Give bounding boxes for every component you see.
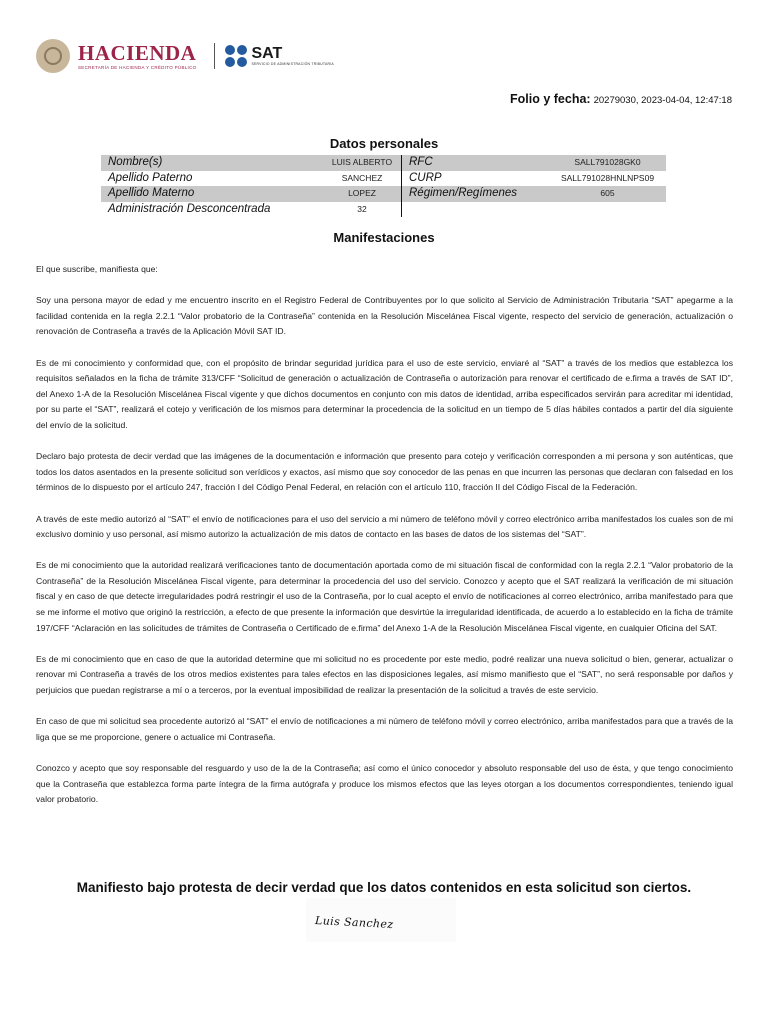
field-value: 605 [600,188,615,198]
datos-personales-title: Datos personales [329,136,439,151]
paragraph: Conozco y acepto que soy responsable del resguardo y uso de la de la Contraseña; así como el único conocedor y absoluto responsable del uso de ésta, y que tengo conocimiento que la Contraseña que establezca forma parte íntegra de la firma autógrafa y produce los mismos efectos que las leyes otorgan a los documentos correspondientes, teniendo igual valor probatorio. [36,763,733,805]
field-label [402,202,549,218]
manifestaciones-title: Manifestaciones [333,230,435,245]
header-divider [214,43,215,69]
field-value: LUIS ALBERTO [331,157,393,167]
signature-text: Luis Sanchez [314,913,394,932]
field-value: SALL791028GK0 [574,157,641,167]
national-seal-icon [36,39,70,73]
table-row [101,155,666,171]
paragraph: A través de este medio autorizó al “SAT” el envío de notificaciones para el uso del servicio a mi número de teléfono móvil y correo electrónico arriba manifestados los cuales son de mi exclusivo dominio y uso personal, así mismo autorizo la actualización de mis datos de contacto en las bases de datos de los sistemas del “SAT”. [36,513,733,540]
field-label: RFC [409,156,433,168]
table-row [101,186,666,202]
paragraph: Es de mi conocimiento que la autoridad realizará verificaciones tanto de documentación aportada como de mi situación fiscal de conformidad con la regla 2.2.1 “Valor probatorio de la Contraseña” de la Resolución Miscelánea Fiscal vigente, para determinar la procedencia del uso del servicio. Conozco y acepto que el SAT realizará la verificación de mi situación fiscal y en caso de que detecte irregularidades podrá restringir el uso de la Contraseña, por lo cual acepto el envío de notificaciones al correo electrónico, arriba manifestado para que se me informe el motivo que originó la restricción, a efecto de que presente la información que desvirtúe la irregularidad identificada, de acuerdo a lo establecido en la ficha de trámite 197/CFF “Aclaración en las solicitudes de trámites de Contraseña o Certificado de e.firma” del Anexo 1-A de la Resolución Miscelánea Fiscal vigente, en cualquier Oficina del SAT. [36,560,733,633]
field-value [549,202,666,218]
folio-value: 20279030, 2023-04-04, 12:47:18 [593,95,732,106]
folio-date [510,92,732,106]
field-value: 32 [357,203,367,214]
paragraph: En caso de que mi solicitud sea procedente autorizó al “SAT” el envío de notificaciones a mi número de teléfono móvil y correo electrónico, arriba manifestados para que a través de la liga que se me proporcione, genere o actualice mi Contraseña. [36,716,733,742]
field-value: SALL791028HNLNPS09 [560,172,655,183]
signature-image [306,898,456,942]
paragraph: Soy una persona mayor de edad y me encuentro inscrito en el Registro Federal de Contribuyentes por lo que solicito al Servicio de Administración Tributaria “SAT” apegarme a la facilidad contenida en la regla 2.2.1 “Valor probatorio de la Contraseña” contenida en la Resolución Miscelánea Fiscal vigente, respecto del servicio de generación, actualización o renovación de Contraseña a través de la Aplicación Móvil SAT ID. [36,295,733,337]
paragraph: Es de mi conocimiento y conformidad que, con el propósito de brindar seguridad jurídica para el uso de este servicio, enviaré al “SAT” a través de los medios que establezca los requisitos señalados en la ficha de trámite 313/CFF “Solicitud de generación o actualización de Contraseña o autorización para renovar el certificado de e.firma a través de SAT ID”, del Anexo 1-A de la Resolución Miscelánea Fiscal vigente y que dichos documentos en conjunto con mis datos de identidad, arriba especificados servirán para acreditar mi identidad, por su parte el “SAT”, realizará el cotejo y verificación de los mismos para determinar la procedencia de la solicitud en un tiempo de 5 días hábiles contados a partir del día siguiente del envío de la solicitud. [36,357,733,430]
field-value: LOPEZ [348,188,376,198]
datos-personales-table [101,155,666,217]
document-header [36,36,334,76]
field-value: SANCHEZ [341,172,383,183]
sat-subtitle: SERVICIO DE ADMINISTRACIÓN TRIBUTARIA [251,62,334,66]
declaration-statement: Manifiesto bajo protesta de decir verdad que los datos contenidos en esta solicitud son ciertos. [76,880,692,895]
field-label: Administración Desconcentrada [108,202,271,215]
table-row [101,171,666,187]
paragraph: El que suscribe, manifiesta que: [36,264,158,274]
field-label: Régimen/Regímenes [409,187,518,199]
paragraph: Declaro bajo protesta de decir verdad que las imágenes de la documentación e información que presento para cotejo y verificación corresponden a mi persona y son auténticas, que todos los datos asentados en la presente solicitud son verídicos y exactos, así mismo que soy conocedor de las penas en que incurren las personas que declaran con falsedad en los términos de lo dispuesto por el artículo 247, fracción I del Código Penal Federal, en relación con el artículo 110, fracción II del Código Fiscal de la Federación. [36,451,733,493]
table-row [101,202,666,218]
hacienda-logo [78,42,196,70]
folio-label: Folio y fecha: [510,92,591,106]
sat-name: SAT [251,45,283,62]
field-label: CURP [409,171,442,184]
field-label: Nombre(s) [108,156,163,168]
sat-logo [225,45,333,67]
sat-dots-icon [225,45,247,67]
paragraph: Es de mi conocimiento que en caso de que la autoridad determine que mi solicitud no es procedente por este medio, podré realizar una nueva solicitud o bien, generar, actualizar o renovar mi Contraseña a través de los otros medios existentes para tales efectos en las disposiciones legales, así mismo manifiesto que el “SAT”, no será responsable por daños y perjuicios que puedan registrarse a mí o a terceros, por la eventual imposibilidad de realizar la presentación de la solicitud a través de este servicio. [36,653,733,696]
field-label: Apellido Paterno [108,171,193,184]
hacienda-name: HACIENDA [78,41,197,65]
hacienda-subtitle: SECRETARÍA DE HACIENDA Y CRÉDITO PÚBLICO [78,65,197,70]
manifestaciones-body [36,262,733,823]
field-label: Apellido Materno [108,187,195,199]
